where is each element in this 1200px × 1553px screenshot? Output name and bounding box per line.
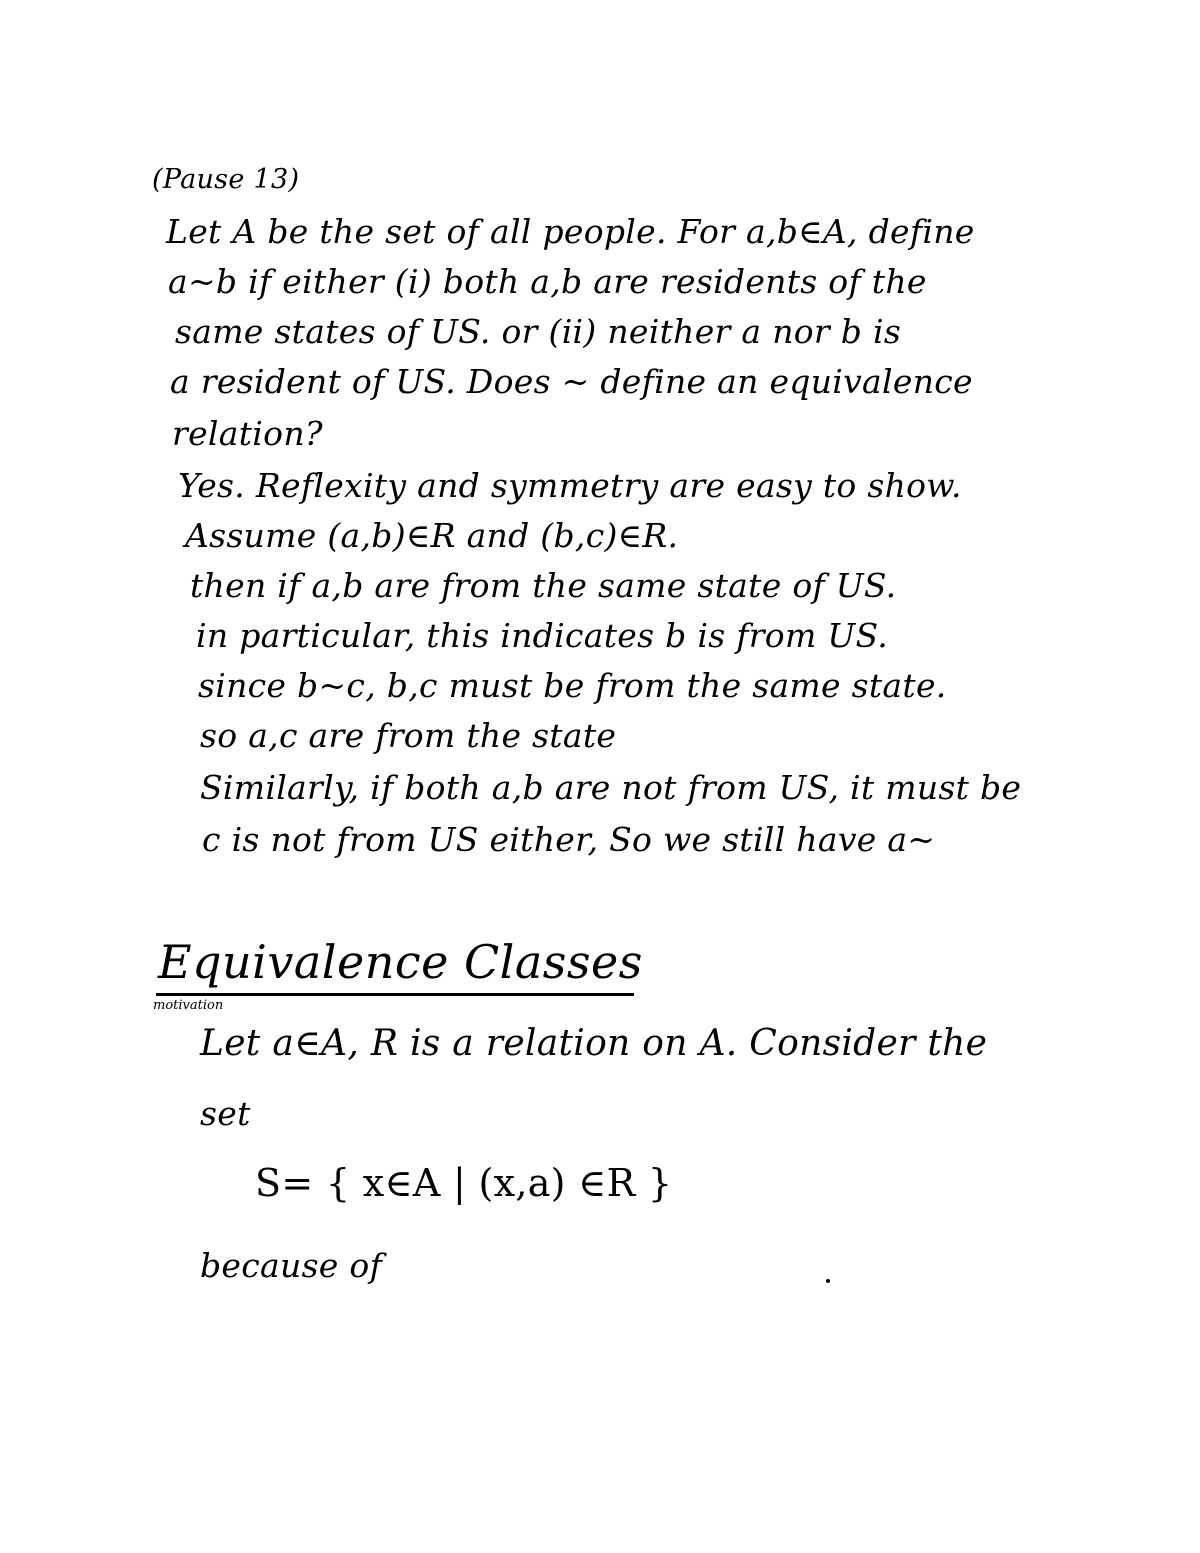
problem-line-4: a resident of US. Does ~ define an equivalence — [170, 362, 973, 401]
answer-line-8: c is not from US either, So we still have a~ — [202, 820, 936, 859]
stray-dot — [826, 1279, 830, 1283]
answer-line-2: Assume (a,b)∈R and (b,c)∈R. — [185, 516, 679, 555]
answer-line-5: since b~c, b,c must be from the same state. — [198, 666, 947, 705]
problem-line-5: relation? — [172, 414, 323, 453]
section-title: Equivalence Classes — [158, 935, 643, 989]
answer-line-6: so a,c are from the state — [200, 716, 617, 755]
set-definition: S= { x∈A | (x,a) ∈R } — [255, 1161, 673, 1205]
answer-line-1: Yes. Reflexity and symmetry are easy to show. — [178, 466, 962, 505]
problem-line-2: a~b if either (i) both a,b are residents of the — [168, 262, 927, 301]
section-annotation: motivation — [153, 998, 224, 1013]
answer-line-4: in particular, this indicates b is from US. — [196, 616, 888, 655]
answer-line-7: Similarly, if both a,b are not from US, it must be — [200, 768, 1022, 807]
section-line-4: because of — [200, 1246, 383, 1285]
pause-label: (Pause 13) — [152, 164, 300, 195]
section-title-underline — [156, 993, 634, 996]
section-line-2: set — [200, 1094, 251, 1133]
section-line-1: Let a∈A, R is a relation on A. Consider the — [200, 1023, 988, 1064]
problem-line-3: same states of US. or (ii) neither a nor b is — [175, 312, 902, 351]
answer-line-3: then if a,b are from the same state of US. — [190, 566, 897, 605]
problem-line-1: Let A be the set of all people. For a,b∈A, define — [166, 212, 975, 251]
